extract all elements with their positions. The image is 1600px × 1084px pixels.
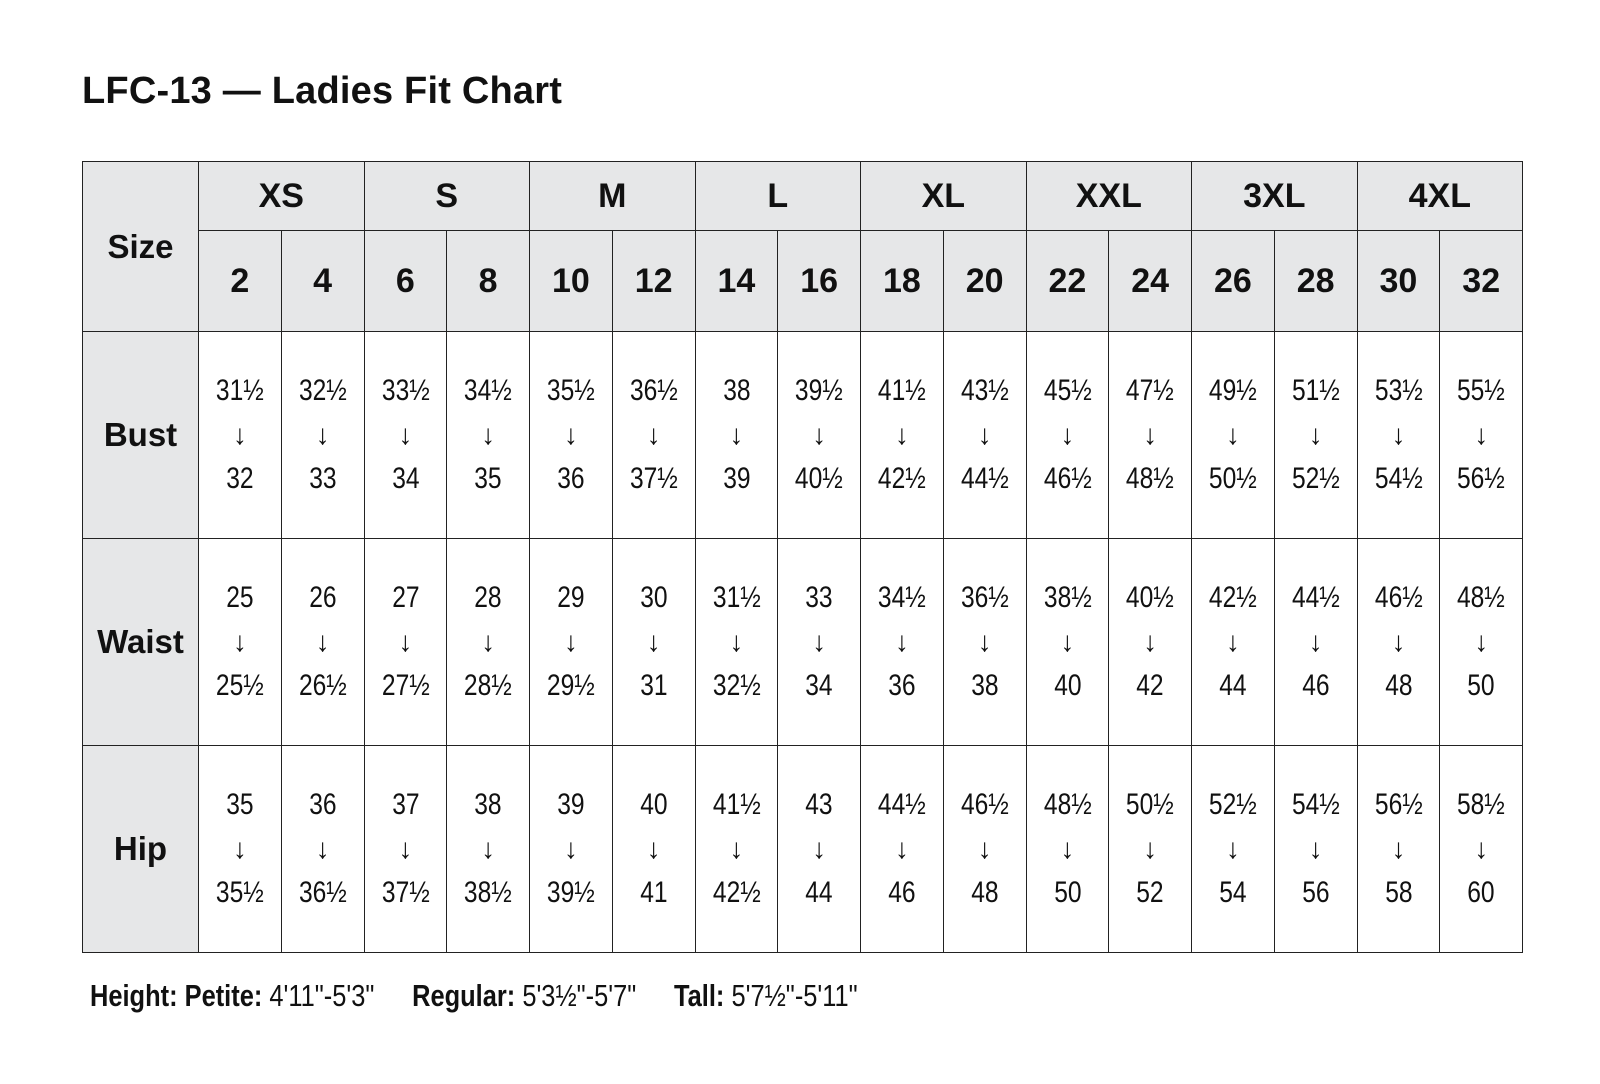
height-label: Height: <box>90 978 178 1013</box>
down-arrow-icon: ↓ <box>1391 626 1406 657</box>
range-to: 52½ <box>1291 462 1340 495</box>
range-from: 38½ <box>1043 581 1092 614</box>
range-to: 54 <box>1219 876 1247 909</box>
down-arrow-icon: ↓ <box>1143 419 1158 450</box>
range-to: 54½ <box>1374 462 1423 495</box>
range-from: 41½ <box>712 788 761 821</box>
measurement-cell <box>364 746 447 953</box>
size-number-header: 6 <box>364 231 447 332</box>
size-group-header: M <box>530 162 696 231</box>
down-arrow-icon: ↓ <box>232 833 247 864</box>
range-to: 56½ <box>1457 462 1506 495</box>
measurement-row-waist <box>83 539 1523 746</box>
down-arrow-icon: ↓ <box>563 626 578 657</box>
range-from: 34½ <box>464 374 513 407</box>
range-from: 31½ <box>215 374 264 407</box>
measurement-cell <box>1440 332 1523 539</box>
down-arrow-icon: ↓ <box>646 626 661 657</box>
measurement-cell <box>281 746 364 953</box>
range-to: 50½ <box>1208 462 1257 495</box>
down-arrow-icon: ↓ <box>729 833 744 864</box>
down-arrow-icon: ↓ <box>894 833 909 864</box>
range-from: 41½ <box>877 374 926 407</box>
measurement-cell <box>612 539 695 746</box>
size-number-header: 30 <box>1357 231 1440 332</box>
range-to: 46 <box>888 876 916 909</box>
down-arrow-icon: ↓ <box>481 626 496 657</box>
size-number-header: 28 <box>1274 231 1357 332</box>
measurement-cell <box>778 539 861 746</box>
measurement-cell <box>695 539 778 746</box>
measurement-cell <box>861 539 944 746</box>
range-to: 28½ <box>464 669 513 702</box>
range-to: 50 <box>1467 669 1495 702</box>
size-number-header: 32 <box>1440 231 1523 332</box>
range-to: 44 <box>1219 669 1247 702</box>
height-legend <box>90 978 858 1014</box>
range-to: 40 <box>1053 669 1082 702</box>
range-from: 46½ <box>1374 581 1423 614</box>
down-arrow-icon: ↓ <box>646 419 661 450</box>
size-number-header: 12 <box>612 231 695 332</box>
range-from: 28 <box>474 581 502 614</box>
range-from: 35 <box>226 788 254 821</box>
down-arrow-icon: ↓ <box>1308 626 1323 657</box>
down-arrow-icon: ↓ <box>1474 419 1489 450</box>
measurement-cell <box>861 746 944 953</box>
range-to: 31 <box>639 669 668 702</box>
measurement-cell <box>1026 539 1109 746</box>
measurement-cell <box>1109 332 1192 539</box>
down-arrow-icon: ↓ <box>1060 833 1075 864</box>
down-arrow-icon: ↓ <box>812 419 827 450</box>
range-from: 49½ <box>1208 374 1257 407</box>
measurement-cell <box>612 332 695 539</box>
measurement-cell <box>281 332 364 539</box>
down-arrow-icon: ↓ <box>1391 833 1406 864</box>
down-arrow-icon: ↓ <box>481 419 496 450</box>
measurement-cell <box>447 539 530 746</box>
measurement-row-hip <box>83 746 1523 953</box>
size-number-row <box>83 231 1523 332</box>
range-to: 42½ <box>712 876 761 909</box>
range-from: 45½ <box>1043 374 1092 407</box>
measurement-cell <box>1026 746 1109 953</box>
measurement-cell <box>612 746 695 953</box>
range-to: 32 <box>226 462 254 495</box>
range-to: 35 <box>474 462 502 495</box>
measurement-cell <box>364 332 447 539</box>
range-from: 36½ <box>960 581 1009 614</box>
range-from: 52½ <box>1208 788 1257 821</box>
measurement-cell <box>1192 332 1275 539</box>
measurement-cell <box>199 539 282 746</box>
down-arrow-icon: ↓ <box>398 419 413 450</box>
range-from: 55½ <box>1457 374 1506 407</box>
measurement-cell <box>943 539 1026 746</box>
range-from: 44½ <box>877 788 926 821</box>
measurement-cell <box>1026 332 1109 539</box>
down-arrow-icon: ↓ <box>563 419 578 450</box>
size-header: Size <box>83 162 199 332</box>
down-arrow-icon: ↓ <box>894 626 909 657</box>
down-arrow-icon: ↓ <box>1060 626 1075 657</box>
range-from: 38 <box>722 374 751 407</box>
down-arrow-icon: ↓ <box>232 419 247 450</box>
range-from: 47½ <box>1126 374 1175 407</box>
measurement-cell <box>1357 746 1440 953</box>
range-to: 58 <box>1384 876 1413 909</box>
measurement-cell <box>447 332 530 539</box>
range-to: 50 <box>1053 876 1082 909</box>
petite-value: 4'11"-5'3" <box>269 978 375 1013</box>
measurement-cell <box>1109 539 1192 746</box>
page-title: LFC-13 — Ladies Fit Chart <box>82 70 563 112</box>
measurement-cell <box>530 746 613 953</box>
measurement-cell <box>1192 746 1275 953</box>
down-arrow-icon: ↓ <box>1308 833 1323 864</box>
range-to: 26½ <box>298 669 347 702</box>
range-from: 43 <box>805 788 833 821</box>
measurement-cell <box>199 746 282 953</box>
range-from: 43½ <box>960 374 1009 407</box>
range-from: 40½ <box>1126 581 1175 614</box>
range-from: 48½ <box>1043 788 1092 821</box>
range-to: 48½ <box>1126 462 1175 495</box>
range-to: 33 <box>308 462 337 495</box>
down-arrow-icon: ↓ <box>729 419 744 450</box>
down-arrow-icon: ↓ <box>1225 419 1240 450</box>
range-to: 60 <box>1467 876 1495 909</box>
range-from: 30 <box>639 581 668 614</box>
measurement-cell <box>1274 332 1357 539</box>
down-arrow-icon: ↓ <box>315 626 330 657</box>
measurement-cell <box>778 332 861 539</box>
down-arrow-icon: ↓ <box>563 833 578 864</box>
range-to: 37½ <box>629 462 678 495</box>
range-from: 33 <box>805 581 833 614</box>
size-number-header: 10 <box>530 231 613 332</box>
measurement-cell <box>530 332 613 539</box>
range-to: 36 <box>557 462 585 495</box>
range-to: 36½ <box>298 876 347 909</box>
range-to: 46 <box>1301 669 1330 702</box>
size-group-header: 3XL <box>1192 162 1358 231</box>
measurement-cell <box>447 746 530 953</box>
range-from: 34½ <box>877 581 926 614</box>
down-arrow-icon: ↓ <box>1474 626 1489 657</box>
size-group-header: 4XL <box>1357 162 1523 231</box>
row-label: Hip <box>83 746 199 953</box>
range-to: 27½ <box>381 669 430 702</box>
size-number-header: 18 <box>861 231 944 332</box>
down-arrow-icon: ↓ <box>1143 626 1158 657</box>
down-arrow-icon: ↓ <box>232 626 247 657</box>
size-number-header: 14 <box>695 231 778 332</box>
measurement-cell <box>1274 539 1357 746</box>
measurement-cell <box>943 746 1026 953</box>
size-group-header: XL <box>861 162 1027 231</box>
down-arrow-icon: ↓ <box>1225 626 1240 657</box>
measurement-cell <box>1274 746 1357 953</box>
size-number-header: 2 <box>199 231 282 332</box>
down-arrow-icon: ↓ <box>729 626 744 657</box>
down-arrow-icon: ↓ <box>812 626 827 657</box>
row-label: Waist <box>83 539 199 746</box>
range-to: 39 <box>722 462 751 495</box>
size-group-header: XS <box>199 162 365 231</box>
down-arrow-icon: ↓ <box>315 833 330 864</box>
range-to: 34 <box>805 669 833 702</box>
range-to: 34 <box>391 462 420 495</box>
range-from: 50½ <box>1126 788 1175 821</box>
down-arrow-icon: ↓ <box>1225 833 1240 864</box>
range-to: 36 <box>888 669 916 702</box>
measurement-row-bust <box>83 332 1523 539</box>
size-number-header: 26 <box>1192 231 1275 332</box>
range-to: 39½ <box>546 876 595 909</box>
down-arrow-icon: ↓ <box>315 419 330 450</box>
range-to: 48 <box>970 876 999 909</box>
measurement-cell <box>364 539 447 746</box>
range-from: 27 <box>391 581 420 614</box>
range-from: 32½ <box>298 374 347 407</box>
size-number-header: 24 <box>1109 231 1192 332</box>
down-arrow-icon: ↓ <box>398 626 413 657</box>
range-to: 35½ <box>215 876 264 909</box>
range-to: 32½ <box>712 669 761 702</box>
range-from: 44½ <box>1291 581 1340 614</box>
tall-value: 5'7½"-5'11" <box>731 978 858 1013</box>
range-to: 38½ <box>464 876 513 909</box>
measurement-cell <box>1192 539 1275 746</box>
down-arrow-icon: ↓ <box>894 419 909 450</box>
range-from: 26 <box>308 581 337 614</box>
measurement-cell <box>1440 746 1523 953</box>
measurement-cell <box>1357 332 1440 539</box>
range-to: 46½ <box>1043 462 1092 495</box>
regular-value: 5'3½"-5'7" <box>522 978 637 1013</box>
measurement-cell <box>281 539 364 746</box>
measurement-cell <box>943 332 1026 539</box>
petite-label: Petite: <box>184 978 263 1013</box>
range-to: 29½ <box>546 669 595 702</box>
size-number-header: 16 <box>778 231 861 332</box>
range-from: 37 <box>391 788 420 821</box>
measurement-cell <box>778 746 861 953</box>
range-from: 33½ <box>381 374 430 407</box>
range-to: 37½ <box>381 876 430 909</box>
size-group-header: S <box>364 162 530 231</box>
down-arrow-icon: ↓ <box>1308 419 1323 450</box>
measurement-cell <box>695 332 778 539</box>
range-to: 44½ <box>960 462 1009 495</box>
range-from: 56½ <box>1374 788 1423 821</box>
range-from: 36½ <box>629 374 678 407</box>
size-number-header: 22 <box>1026 231 1109 332</box>
range-to: 25½ <box>215 669 264 702</box>
range-from: 31½ <box>712 581 761 614</box>
range-to: 38 <box>970 669 999 702</box>
down-arrow-icon: ↓ <box>481 833 496 864</box>
range-from: 51½ <box>1291 374 1340 407</box>
size-group-header: XXL <box>1026 162 1192 231</box>
row-label: Bust <box>83 332 199 539</box>
fit-chart-table <box>82 161 1523 953</box>
range-from: 29 <box>557 581 585 614</box>
range-from: 35½ <box>546 374 595 407</box>
range-from: 48½ <box>1457 581 1506 614</box>
down-arrow-icon: ↓ <box>977 626 992 657</box>
down-arrow-icon: ↓ <box>1474 833 1489 864</box>
down-arrow-icon: ↓ <box>1391 419 1406 450</box>
measurement-cell <box>199 332 282 539</box>
size-number-header: 8 <box>447 231 530 332</box>
size-number-header: 20 <box>943 231 1026 332</box>
regular-label: Regular: <box>412 978 516 1013</box>
measurement-cell <box>1109 746 1192 953</box>
range-from: 38 <box>474 788 502 821</box>
measurement-cell <box>861 332 944 539</box>
range-to: 42 <box>1136 669 1164 702</box>
down-arrow-icon: ↓ <box>1060 419 1075 450</box>
measurement-cell <box>1440 539 1523 746</box>
size-group-row <box>83 162 1523 231</box>
range-to: 42½ <box>877 462 926 495</box>
down-arrow-icon: ↓ <box>977 833 992 864</box>
down-arrow-icon: ↓ <box>398 833 413 864</box>
down-arrow-icon: ↓ <box>977 419 992 450</box>
size-number-header: 4 <box>281 231 364 332</box>
range-to: 41 <box>639 876 668 909</box>
range-from: 36 <box>308 788 337 821</box>
range-to: 40½ <box>795 462 844 495</box>
range-from: 39½ <box>795 374 844 407</box>
range-from: 42½ <box>1208 581 1257 614</box>
measurement-cell <box>530 539 613 746</box>
down-arrow-icon: ↓ <box>646 833 661 864</box>
measurement-cell <box>1357 539 1440 746</box>
range-to: 56 <box>1301 876 1330 909</box>
tall-label: Tall: <box>674 978 725 1013</box>
down-arrow-icon: ↓ <box>812 833 827 864</box>
range-from: 46½ <box>960 788 1009 821</box>
size-group-header: L <box>695 162 861 231</box>
range-from: 54½ <box>1291 788 1340 821</box>
range-from: 53½ <box>1374 374 1423 407</box>
measurement-cell <box>695 746 778 953</box>
range-from: 58½ <box>1457 788 1506 821</box>
range-to: 48 <box>1384 669 1413 702</box>
range-to: 44 <box>805 876 833 909</box>
down-arrow-icon: ↓ <box>1143 833 1158 864</box>
range-to: 52 <box>1136 876 1164 909</box>
range-from: 40 <box>639 788 668 821</box>
range-from: 39 <box>557 788 585 821</box>
range-from: 25 <box>226 581 254 614</box>
